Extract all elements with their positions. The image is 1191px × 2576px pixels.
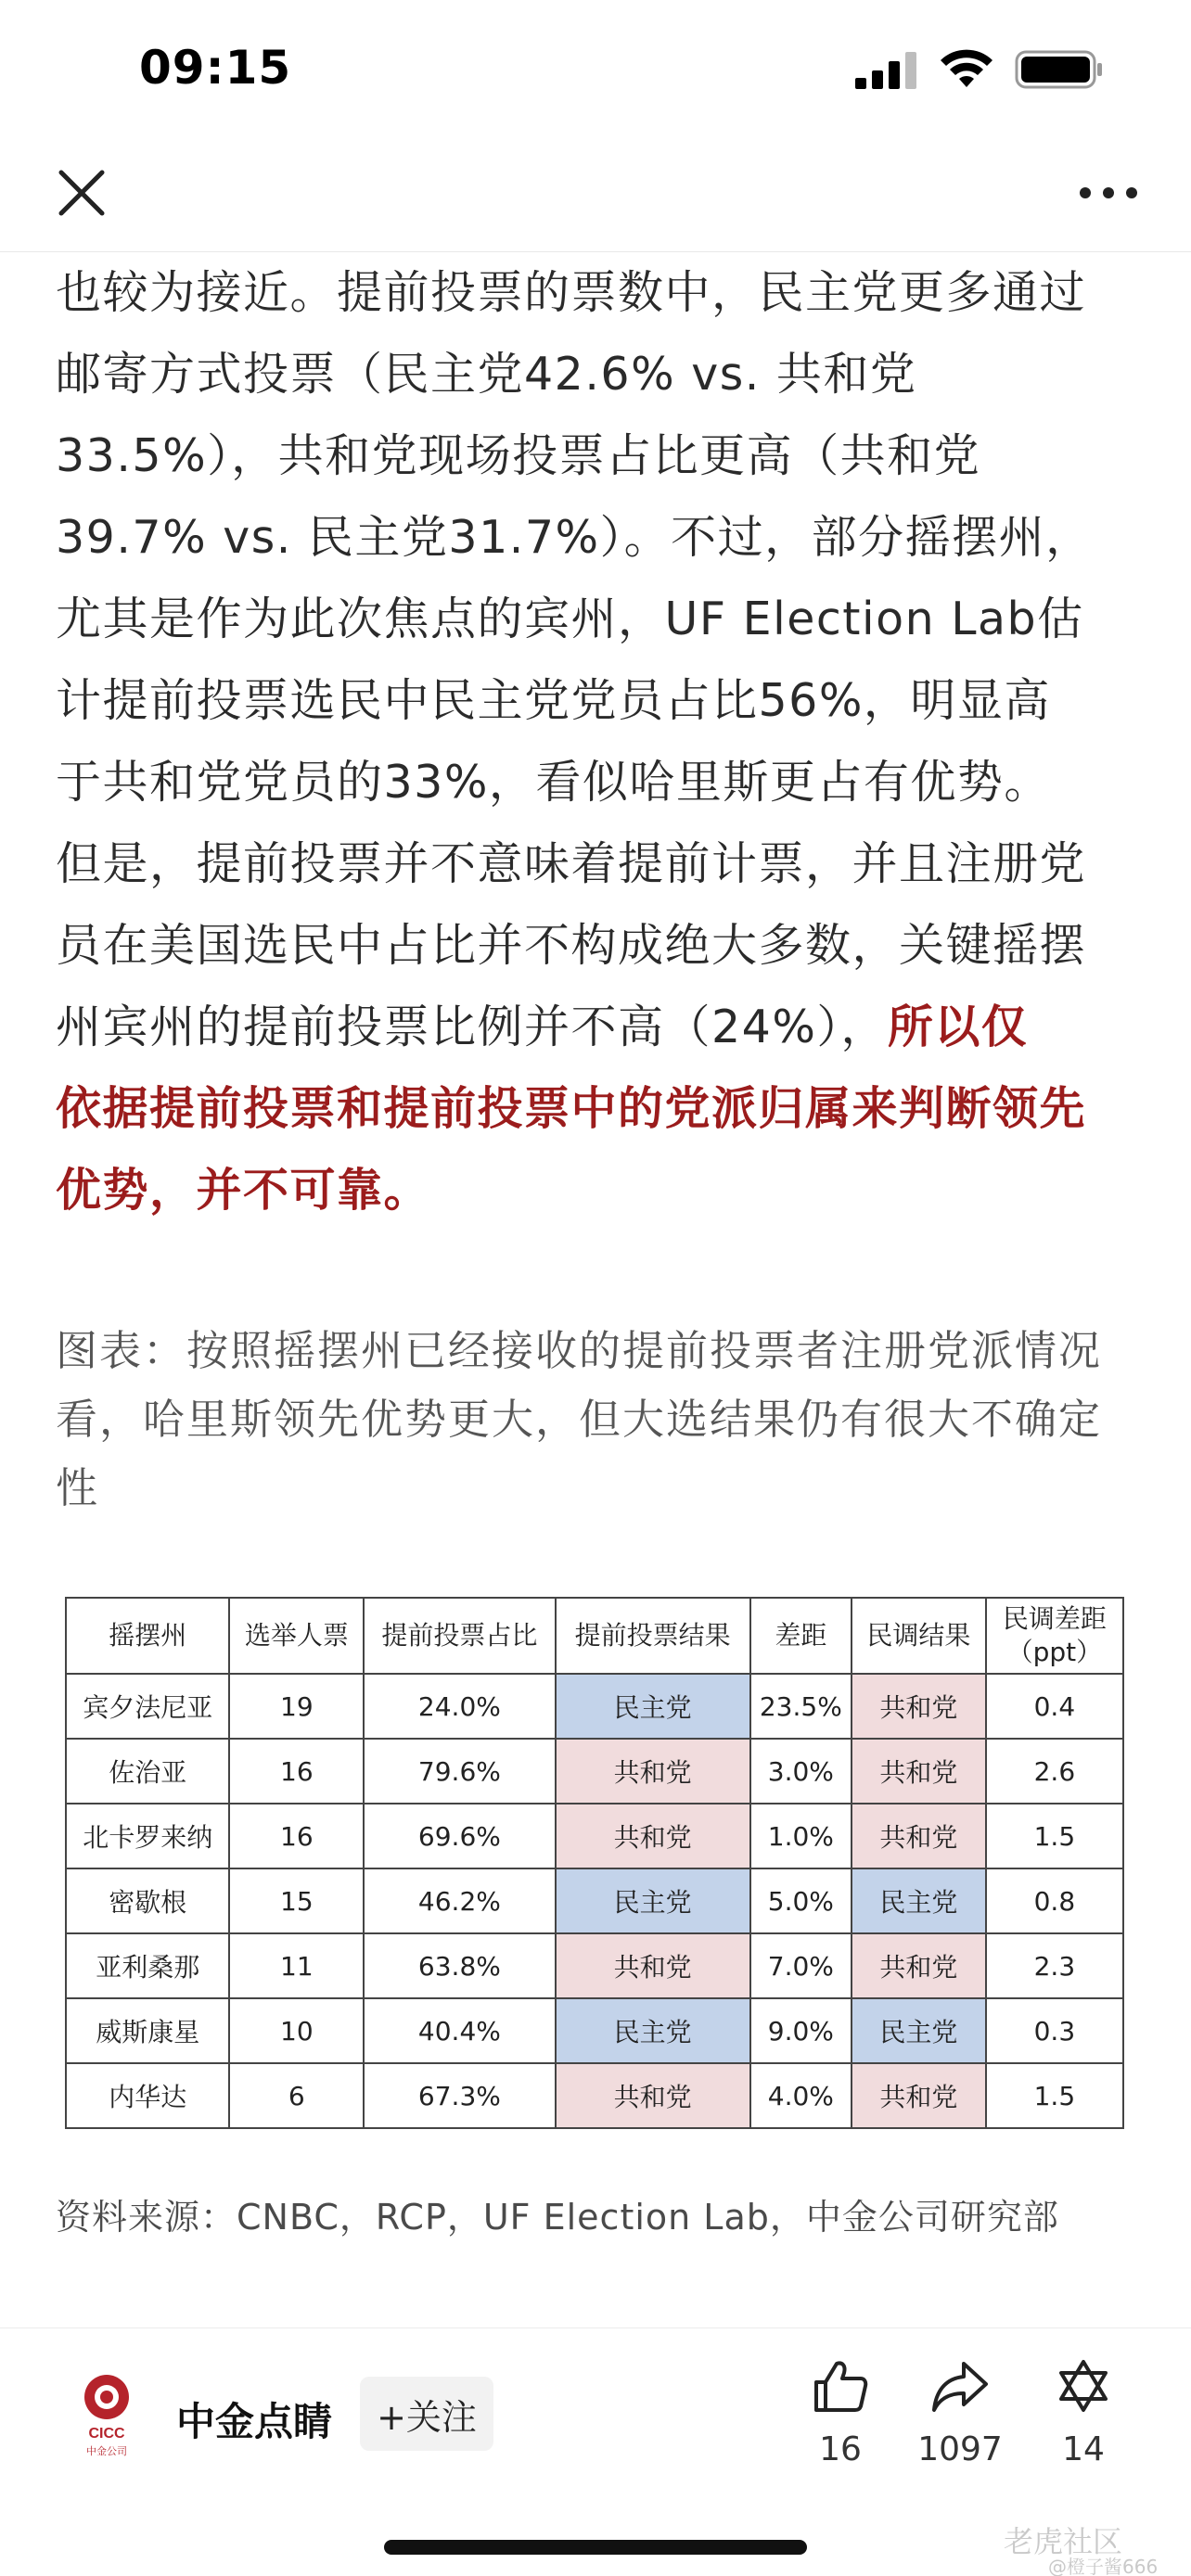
- follow-button[interactable]: +关注: [360, 2377, 493, 2451]
- collect-button[interactable]: [1028, 2358, 1139, 2468]
- home-indicator[interactable]: [384, 2540, 807, 2555]
- article-line: 也较为接近。提前投票的票数中，民主党更多通过: [56, 266, 1087, 319]
- table-cell: 1.5: [986, 2063, 1123, 2128]
- logo-text: CICC: [88, 2426, 125, 2442]
- share-button[interactable]: [904, 2358, 1016, 2468]
- table-row: [66, 1739, 1123, 1804]
- table-cell: 3.0%: [750, 1739, 852, 1804]
- nav-bar: [0, 139, 1191, 252]
- table-cell: 10: [229, 1998, 364, 2063]
- article-body: [56, 252, 1136, 1231]
- table-cell: 亚利桑那: [66, 1933, 229, 1998]
- table-cell: 宾夕法尼亚: [66, 1674, 229, 1739]
- article-line: 但是，提前投票并不意味着提前计票，并且注册党: [56, 837, 1087, 890]
- wifi-icon: [937, 45, 996, 91]
- article-line-text: 州宾州的提前投票比例并不高（24%），: [56, 1001, 888, 1053]
- like-button[interactable]: [785, 2358, 896, 2468]
- table-cell: 69.6%: [364, 1804, 555, 1868]
- table-header: 差距: [750, 1598, 852, 1674]
- share-count: 1097: [917, 2430, 1003, 2468]
- table-cell: 威斯康星: [66, 1998, 229, 2063]
- table-row: [66, 2063, 1123, 2128]
- table-cell: 北卡罗来纳: [66, 1804, 229, 1868]
- table-cell: 16: [229, 1739, 364, 1804]
- article-emphasis-line: 优势，并不可靠。: [56, 1164, 431, 1217]
- table-cell: 共和党: [852, 1674, 986, 1739]
- data-source: 资料来源：CNBC，RCP，UF Election Lab，中金公司研究部: [56, 2197, 1059, 2238]
- table-cell: 9.0%: [750, 1998, 852, 2063]
- table-cell: 共和党: [852, 1739, 986, 1804]
- star-of-david-icon: [1054, 2358, 1113, 2414]
- table-cell: 2.6: [986, 1739, 1123, 1804]
- table-row: [66, 1998, 1123, 2063]
- table-cell: 民主党: [852, 1998, 986, 2063]
- article-line: 39.7% vs. 民主党31.7%）。不过，部分摇摆州，: [56, 511, 1093, 564]
- swing-state-table: [65, 1597, 1124, 2129]
- table-cell: 6: [229, 2063, 364, 2128]
- close-icon[interactable]: [56, 167, 108, 219]
- table-cell: 0.4: [986, 1674, 1123, 1739]
- table-cell: 共和党: [556, 1933, 750, 1998]
- table-cell: 16: [229, 1804, 364, 1868]
- table-header: 选举人票: [229, 1598, 364, 1674]
- like-count: 16: [819, 2430, 862, 2468]
- table-cell: 15: [229, 1868, 364, 1933]
- table-cell: 1.0%: [750, 1804, 852, 1868]
- table-cell: 共和党: [852, 1804, 986, 1868]
- table-cell: 4.0%: [750, 2063, 852, 2128]
- table-cell: 共和党: [556, 2063, 750, 2128]
- table-cell: 民主党: [852, 1868, 986, 1933]
- logo-subtext: 中金公司: [86, 2445, 127, 2457]
- table-row: [66, 1868, 1123, 1933]
- table-header: 民调差距（ppt）: [986, 1598, 1123, 1674]
- table-cell: 1.5: [986, 1804, 1123, 1868]
- table-row: [66, 1933, 1123, 1998]
- table-cell: 民主党: [556, 1998, 750, 2063]
- article-emphasis-line: 依据提前投票和提前投票中的党派归属来判断领先: [56, 1082, 1087, 1135]
- table-cell: 共和党: [556, 1804, 750, 1868]
- thumbs-up-icon: [811, 2358, 870, 2414]
- article-emphasis: 所以仅: [887, 1001, 1029, 1053]
- battery-icon: [1015, 48, 1104, 91]
- table-cell: 共和党: [852, 1933, 986, 1998]
- collect-count: 14: [1062, 2430, 1105, 2468]
- table-cell: 内华达: [66, 2063, 229, 2128]
- more-icon[interactable]: [1078, 184, 1139, 202]
- table-cell: 密歇根: [66, 1868, 229, 1933]
- table-cell: 共和党: [556, 1739, 750, 1804]
- figure-caption: 图表：按照摇摆州已经接收的提前投票者注册党派情况看，哈里斯领先优势更大，但大选结果仍有很大不确定性: [56, 1326, 1103, 1512]
- table-cell: 40.4%: [364, 1998, 555, 2063]
- table-header: 摇摆州: [66, 1598, 229, 1674]
- table-row: [66, 1674, 1123, 1739]
- table-cell: 佐治亚: [66, 1739, 229, 1804]
- table-row: [66, 1804, 1123, 1868]
- table-cell: 67.3%: [364, 2063, 555, 2128]
- share-icon: [930, 2358, 990, 2414]
- table-cell: 24.0%: [364, 1674, 555, 1739]
- article-line: 员在美国选民中占比并不构成绝大多数，关键摇摆: [56, 919, 1087, 972]
- table-cell: 0.8: [986, 1868, 1123, 1933]
- table-cell: 79.6%: [364, 1739, 555, 1804]
- article-line: 33.5%），共和党现场投票占比更高（共和党: [56, 429, 981, 482]
- table-header: 提前投票结果: [556, 1598, 750, 1674]
- watermark-handle: @橙子酱666: [1048, 2556, 1159, 2576]
- article-line: 于共和党党员的33%，看似哈里斯更占有优势。: [56, 756, 1051, 809]
- watermark: 老虎社区: [1004, 2524, 1123, 2559]
- table-cell: 7.0%: [750, 1933, 852, 1998]
- article-line: 尤其是作为此次焦点的宾州，UF Election Lab估: [56, 593, 1084, 645]
- table-cell: 46.2%: [364, 1868, 555, 1933]
- author-name[interactable]: 中金点睛: [176, 2399, 333, 2444]
- table-cell: 63.8%: [364, 1933, 555, 1998]
- table-cell: 5.0%: [750, 1868, 852, 1933]
- article-line: 邮寄方式投票（民主党42.6% vs. 共和党: [56, 348, 917, 401]
- table-cell: 11: [229, 1933, 364, 1998]
- table-cell: 23.5%: [750, 1674, 852, 1739]
- article-line: 计提前投票选民中民主党党员占比56%，明显高: [56, 674, 1051, 727]
- table-cell: 民主党: [556, 1674, 750, 1739]
- cicc-logo[interactable]: [74, 2367, 139, 2460]
- table-cell: 共和党: [852, 2063, 986, 2128]
- table-cell: 2.3: [986, 1933, 1123, 1998]
- table-cell: 民主党: [556, 1868, 750, 1933]
- table-header: 民调结果: [852, 1598, 986, 1674]
- status-time: 09:15: [139, 41, 292, 95]
- table-cell: 0.3: [986, 1998, 1123, 2063]
- article-line: [56, 987, 1136, 1068]
- cellular-signal-icon: [855, 52, 920, 89]
- table-header: 提前投票占比: [364, 1598, 555, 1674]
- article-paragraph: [56, 252, 1136, 1231]
- table-cell: 19: [229, 1674, 364, 1739]
- table-header-row: [66, 1598, 1123, 1674]
- status-bar: [0, 0, 1191, 139]
